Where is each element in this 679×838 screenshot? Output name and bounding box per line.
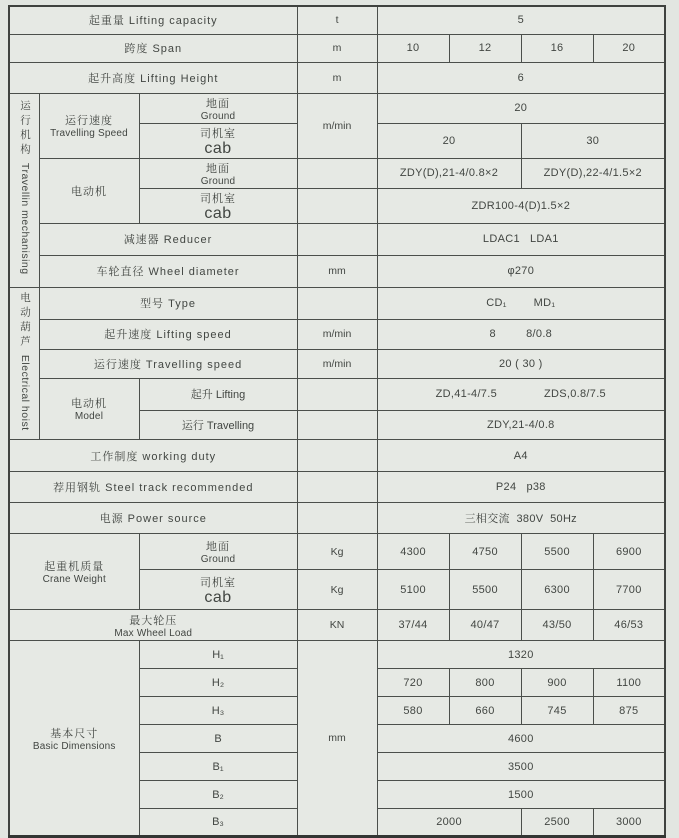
wheel-diameter-value: φ270	[377, 255, 665, 287]
row-wheel-diameter	[9, 255, 665, 287]
span-value-4: 20	[593, 34, 665, 62]
lifting-capacity-value: 5	[377, 6, 665, 34]
dim-h3-value-1: 580	[377, 697, 449, 725]
travelling-speed-cab-value-34: 30	[521, 123, 665, 158]
max-wheel-load-unit: KN	[297, 610, 377, 641]
row-power-source	[9, 503, 665, 534]
row-steel-track	[9, 472, 665, 503]
crane-weight-cab-value-2: 5500	[449, 570, 521, 610]
row-dim-h1	[9, 641, 665, 669]
section-electric-hoist-text: 电动葫芦 Electrical hoist	[19, 291, 32, 431]
row-hoist-type	[9, 287, 665, 319]
dim-b3-value-3: 2500	[521, 809, 593, 837]
travelling-speed-ground-sublabel: 地面 Ground	[139, 93, 297, 123]
travel-motor-cab-unit-cell	[297, 188, 377, 223]
row-travel-motor-ground	[9, 158, 665, 188]
steel-track-value: P24 p38	[377, 472, 665, 503]
dim-b-sublabel: B	[139, 725, 297, 753]
crane-weight-cab-value-3: 6300	[521, 570, 593, 610]
row-reducer	[9, 223, 665, 255]
hoist-motor-label: 电动机 Model	[39, 378, 139, 440]
crane-weight-cab-unit: Kg	[297, 570, 377, 610]
basic-dimensions-label: 基本尺寸 Basic Dimensions	[9, 641, 139, 837]
row-max-wheel-load	[9, 610, 665, 641]
reducer-label: 减速器 Reducer	[39, 223, 297, 255]
span-value-1: 10	[377, 34, 449, 62]
crane-weight-ground-value-3: 5500	[521, 534, 593, 570]
hoist-motor-lifting-unit-cell	[297, 378, 377, 411]
dim-h2-sublabel: H₂	[139, 669, 297, 697]
dim-h2-value-3: 900	[521, 669, 593, 697]
hoist-travelling-speed-unit: m/min	[297, 349, 377, 378]
power-source-unit-cell	[297, 503, 377, 534]
max-wheel-load-label: 最大轮压 Max Wheel Load	[9, 610, 297, 641]
row-travelling-speed-ground	[9, 93, 665, 123]
dim-h2-value-2: 800	[449, 669, 521, 697]
row-crane-weight-ground	[9, 534, 665, 570]
travel-motor-ground-value-12: ZDY(D),21-4/0.8×2	[377, 158, 521, 188]
hoist-type-unit-cell	[297, 287, 377, 319]
wheel-diameter-unit: mm	[297, 255, 377, 287]
dim-h3-value-2: 660	[449, 697, 521, 725]
steel-track-label: 荐用钢轨 Steel track recommended	[9, 472, 297, 503]
hoist-lifting-speed-unit: m/min	[297, 319, 377, 349]
hoist-type-label: 型号 Type	[39, 287, 297, 319]
section-electric-hoist	[9, 287, 39, 440]
travelling-speed-cab-value-12: 20	[377, 123, 521, 158]
row-lifting-capacity	[9, 6, 665, 34]
max-wheel-load-value-2: 40/47	[449, 610, 521, 641]
max-wheel-load-value-3: 43/50	[521, 610, 593, 641]
crane-weight-cab-value-1: 5100	[377, 570, 449, 610]
steel-track-unit-cell	[297, 472, 377, 503]
power-source-value: 三相交流 380V 50Hz	[377, 503, 665, 534]
lifting-height-unit: m	[297, 62, 377, 93]
row-hoist-lifting-speed	[9, 319, 665, 349]
span-unit: m	[297, 34, 377, 62]
travelling-speed-label: 运行速度 Travelling Speed	[39, 93, 139, 158]
dim-b2-value: 1500	[377, 781, 665, 809]
crane-weight-cab-value-4: 7700	[593, 570, 665, 610]
hoist-type-value: CD₁ MD₁	[377, 287, 665, 319]
max-wheel-load-value-1: 37/44	[377, 610, 449, 641]
reducer-value: LDAC1 LDA1	[377, 223, 665, 255]
max-wheel-load-value-4: 46/53	[593, 610, 665, 641]
dim-h2-value-4: 1100	[593, 669, 665, 697]
crane-weight-ground-unit: Kg	[297, 534, 377, 570]
travelling-speed-cab-sublabel: 司机室 cab	[139, 123, 297, 158]
crane-weight-label: 起重机质量 Crane Weight	[9, 534, 139, 610]
section-travelling-mechanism	[9, 93, 39, 287]
reducer-unit-cell	[297, 223, 377, 255]
row-working-duty	[9, 440, 665, 472]
lifting-capacity-label: 起重量 Lifting capacity	[9, 6, 297, 34]
dim-b3-sublabel: B₃	[139, 809, 297, 837]
power-source-label: 电源 Power source	[9, 503, 297, 534]
row-span	[9, 34, 665, 62]
dim-h3-sublabel: H₃	[139, 697, 297, 725]
crane-weight-cab-sublabel: 司机室 cab	[139, 570, 297, 610]
section-travelling-mechanism-text: 运行机构 Travellin mechanising	[19, 100, 32, 275]
row-hoist-travelling-speed	[9, 349, 665, 378]
crane-weight-ground-sublabel: 地面 Ground	[139, 534, 297, 570]
dim-b1-sublabel: B₁	[139, 753, 297, 781]
span-value-3: 16	[521, 34, 593, 62]
hoist-lifting-speed-label: 起升速度 Lifting speed	[39, 319, 297, 349]
travel-motor-ground-unit-cell	[297, 158, 377, 188]
dim-h1-value: 1320	[377, 641, 665, 669]
dim-b1-value: 3500	[377, 753, 665, 781]
hoist-motor-travelling-value: ZDY,21-4/0.8	[377, 411, 665, 440]
dim-b3-value-4: 3000	[593, 809, 665, 837]
span-label: 跨度 Span	[9, 34, 297, 62]
lifting-capacity-unit: t	[297, 6, 377, 34]
travel-motor-ground-value-34: ZDY(D),22-4/1.5×2	[521, 158, 665, 188]
lifting-height-label: 起升高度 Lifting Height	[9, 62, 297, 93]
travel-motor-ground-sublabel: 地面 Ground	[139, 158, 297, 188]
hoist-motor-lifting-sublabel: 起升 Lifting	[139, 378, 297, 411]
hoist-travelling-speed-value: 20 ( 30 )	[377, 349, 665, 378]
travel-motor-cab-value: ZDR100-4(D)1.5×2	[377, 188, 665, 223]
hoist-travelling-speed-label: 运行速度 Travelling speed	[39, 349, 297, 378]
dim-h2-value-1: 720	[377, 669, 449, 697]
dim-h1-sublabel: H₁	[139, 641, 297, 669]
dim-h3-value-3: 745	[521, 697, 593, 725]
row-hoist-motor-lifting	[9, 378, 665, 411]
hoist-lifting-speed-value: 8 8/0.8	[377, 319, 665, 349]
dim-h3-value-4: 875	[593, 697, 665, 725]
crane-weight-ground-value-1: 4300	[377, 534, 449, 570]
dim-b-value: 4600	[377, 725, 665, 753]
working-duty-unit-cell	[297, 440, 377, 472]
crane-weight-ground-value-2: 4750	[449, 534, 521, 570]
working-duty-value: A4	[377, 440, 665, 472]
dim-b3-value-12: 2000	[377, 809, 521, 837]
span-value-2: 12	[449, 34, 521, 62]
travelling-speed-ground-value: 20	[377, 93, 665, 123]
working-duty-label: 工作制度 working duty	[9, 440, 297, 472]
travelling-speed-unit: m/min	[297, 93, 377, 158]
wheel-diameter-label: 车轮直径 Wheel diameter	[39, 255, 297, 287]
row-lifting-height	[9, 62, 665, 93]
travel-motor-label: 电动机	[39, 158, 139, 223]
crane-weight-ground-value-4: 6900	[593, 534, 665, 570]
lifting-height-value: 6	[377, 62, 665, 93]
basic-dimensions-unit: mm	[297, 641, 377, 837]
dim-b2-sublabel: B₂	[139, 781, 297, 809]
hoist-motor-lifting-value: ZD,41-4/7.5 ZDS,0.8/7.5	[377, 378, 665, 411]
travel-motor-cab-sublabel: 司机室 cab	[139, 188, 297, 223]
hoist-motor-travelling-unit-cell	[297, 411, 377, 440]
crane-spec-table	[8, 5, 666, 838]
hoist-motor-travelling-sublabel: 运行 Travelling	[139, 411, 297, 440]
